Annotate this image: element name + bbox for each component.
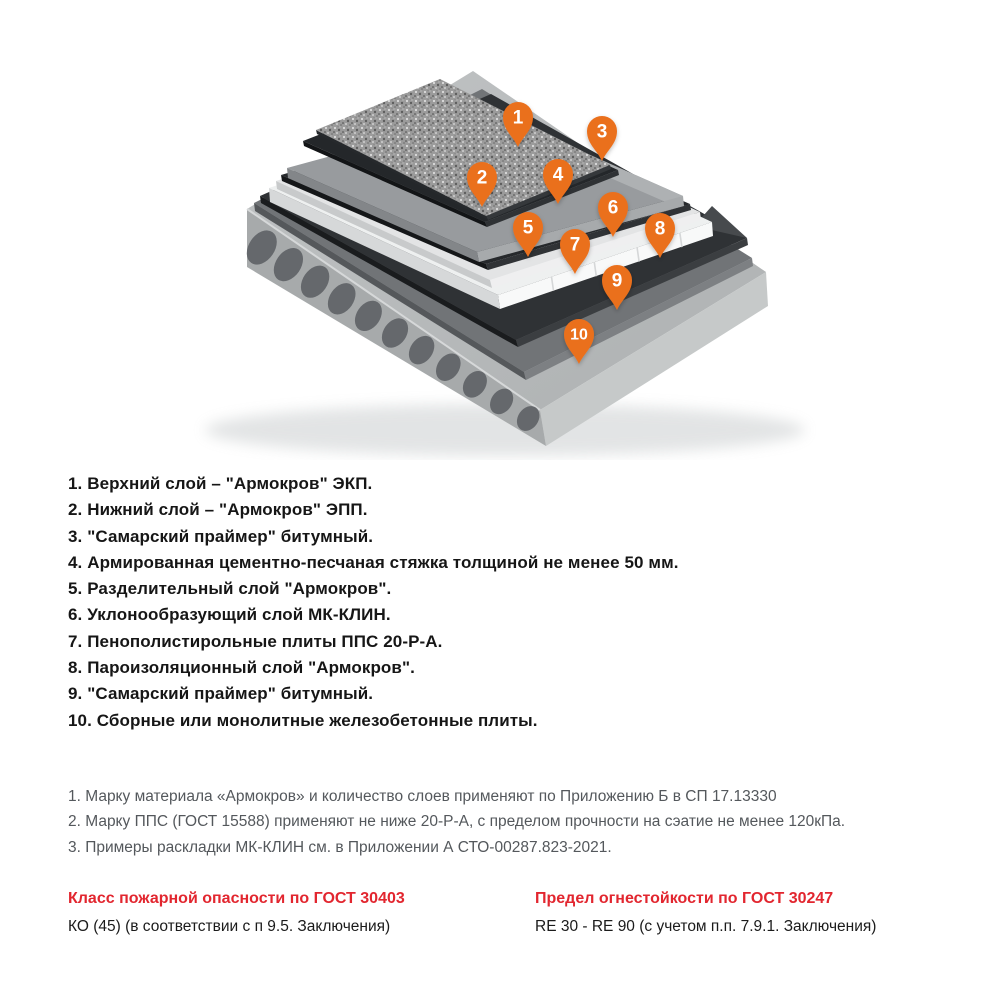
pin-number: 6 bbox=[607, 197, 619, 219]
roof-layers-svg bbox=[0, 0, 1000, 460]
legend-item: 4. Армированная цементно-песчаная стяжка толщиной не менее 50 мм. bbox=[68, 552, 679, 572]
fire-hazard-class-block bbox=[68, 890, 508, 936]
fire-hazard-class-heading: Класс пожарной опасности по ГОСТ 30403 bbox=[68, 890, 405, 907]
legend-item: 2. Нижний слой – "Армокров" ЭПП. bbox=[68, 500, 368, 520]
legend-item: 7. Пенополистирольные плиты ППС 20-Р-А. bbox=[68, 631, 443, 651]
note-item: 2. Марку ППС (ГОСТ 15588) применяют не ниже 20-Р-А, с пределом прочности на сэатие не менее 120кПа. bbox=[68, 813, 846, 831]
legend-item: 1. Верхний слой – "Армокров" ЭКП. bbox=[68, 474, 373, 493]
notes-list bbox=[68, 784, 948, 860]
pin-number: 10 bbox=[570, 326, 588, 344]
legend-item: 10. Сборные или монолитные железобетонные плиты. bbox=[68, 710, 538, 730]
pin-number: 7 bbox=[569, 234, 581, 256]
fire-resistance-heading: Предел огнестойкости по ГОСТ 30247 bbox=[535, 890, 834, 907]
roof-layers-diagram bbox=[0, 0, 1000, 460]
fire-resistance-value: RE 30 - RE 90 (с учетом п.п. 7.9.1. Заключения) bbox=[535, 918, 877, 935]
pin-number: 4 bbox=[552, 164, 564, 186]
fire-resistance-block bbox=[535, 890, 975, 936]
pin-number: 3 bbox=[596, 121, 608, 143]
pin-number: 8 bbox=[654, 218, 666, 240]
note-item: 3. Примеры раскладки МК-КЛИН см. в Приложении А СТО-00287.823-2021. bbox=[68, 838, 612, 856]
legend-item: 8. Пароизоляционный слой "Армокров". bbox=[68, 658, 415, 678]
pin-number: 5 bbox=[522, 217, 534, 239]
layer-legend bbox=[68, 471, 948, 734]
legend-item: 6. Уклонообразующий слой МК-КЛИН. bbox=[68, 605, 391, 625]
legend-item: 3. "Самарский праймер" битумный. bbox=[68, 526, 374, 546]
pin-number: 9 bbox=[611, 270, 623, 292]
legend-item: 5. Разделительный слой "Армокров". bbox=[68, 579, 392, 599]
note-item: 1. Марку материала «Армокров» и количество слоев применяют по Приложению Б в СП 17.13330 bbox=[68, 788, 777, 805]
legend-item: 9. "Самарский праймер" битумный. bbox=[68, 684, 374, 704]
pin-number: 2 bbox=[476, 167, 488, 189]
fire-hazard-class-value: КО (45) (в соответствии с п 9.5. Заключения) bbox=[68, 918, 391, 935]
pin-number: 1 bbox=[512, 107, 524, 129]
